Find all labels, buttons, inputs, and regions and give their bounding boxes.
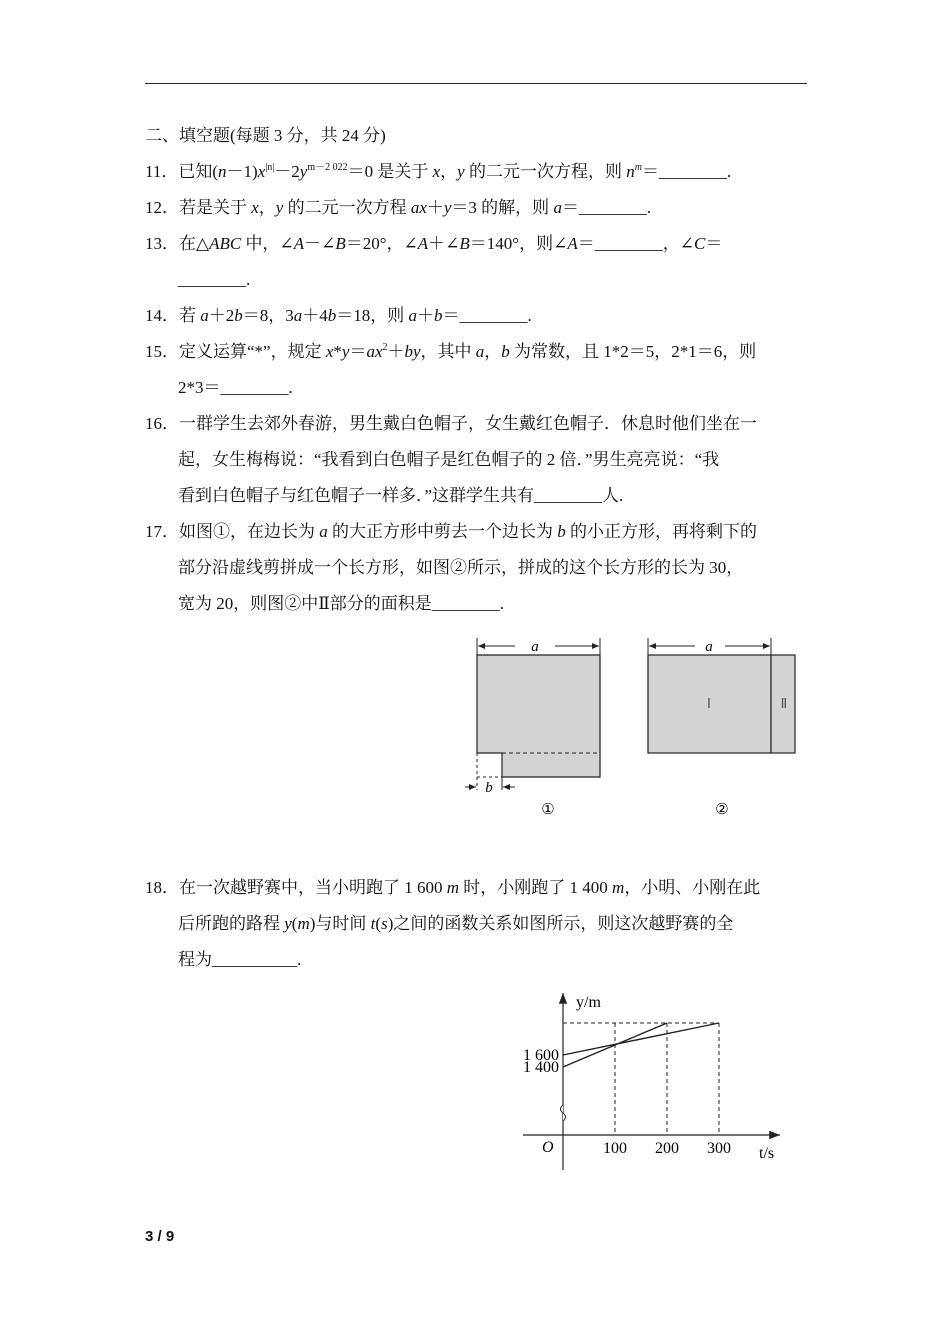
question-13-line2: ________. <box>178 270 251 289</box>
figure-2 <box>648 638 795 818</box>
question-16-line2: 起，女生梅梅说：“我看到白色帽子是红色帽子的 2 倍．”男生亮亮说：“我 <box>178 450 720 469</box>
y-tick-label-1600: 1 600 <box>523 1047 559 1064</box>
question-17: 17．如图①，在边长为 a 的大正方形中剪去一个边长为 b 的小正方形，再将剩下的 <box>145 522 757 541</box>
x-tick-label-200: 200 <box>655 1140 679 1157</box>
figure-1 <box>465 638 600 818</box>
large-square-remaining <box>477 655 600 777</box>
x-tick-label-100: 100 <box>603 1140 627 1157</box>
y-axis-label: y/m <box>576 994 601 1011</box>
question-12: 12．若是关于 x，y 的二元一次方程 ax＋y＝3 的解，则 a＝________. <box>145 198 652 217</box>
x-axis-label: t/s <box>759 1145 775 1162</box>
question-14: 14．若 a＋2b＝8，3a＋4b＝18，则 a＋b＝________. <box>145 306 532 325</box>
series-line-xiaoming <box>563 1023 719 1055</box>
header-rule <box>145 83 807 84</box>
part-II-label: Ⅱ <box>780 697 788 712</box>
distance-time-chart <box>505 985 805 1185</box>
question-16: 16．一群学生去郊外春游，男生戴白色帽子，女生戴红色帽子．休息时他们坐在一 <box>145 414 757 433</box>
question-11: 11．已知$(n-1)x^{|n|}-2y^{m-2 022}=0$ 是关于 x，y 的二元一次方程，则 $n^m=\_\_\_\_\_\_\_\_$. <box>145 162 732 181</box>
fig1-side-b-label: b <box>485 780 493 796</box>
fig1-caption: ① <box>541 802 555 818</box>
question-15-line2: 2*3＝________. <box>178 378 293 397</box>
fig2-caption: ② <box>715 802 729 818</box>
fig2-side-a-label: a <box>705 639 713 655</box>
x-tick-label-300: 300 <box>707 1140 731 1157</box>
axis-break <box>561 1105 566 1121</box>
section-title: 二、填空题(每题 3 分，共 24 分) <box>145 126 386 145</box>
figure-17 <box>455 630 815 830</box>
question-17-line3: 宽为 20，则图②中Ⅱ部分的面积是________. <box>178 594 505 613</box>
question-17-line2: 部分沿虚线剪拼成一个长方形，如图②所示，拼成的这个长方形的长为 30， <box>178 558 744 577</box>
question-18-line2: 后所跑的路程 y(m)与时间 t(s)之间的函数关系如图所示，则这次越野赛的全 <box>178 914 734 933</box>
fig1-side-a-label: a <box>531 639 539 655</box>
origin-label: O <box>542 1139 554 1156</box>
question-18-line3: 程为__________. <box>178 950 302 969</box>
question-15: 15．定义运算“*”，规定 $x*y=ax^2+by$，其中 a，b 为常数，且 1*2＝5，2*1＝6，则 <box>145 342 757 361</box>
y-tick-label-1400: 1 400 <box>523 1059 559 1076</box>
page-number: 3 / 9 <box>145 1228 175 1245</box>
question-18: 18．在一次越野赛中，当小明跑了 1 600 m 时，小刚跑了 1 400 m，小明、小刚在此 <box>145 878 761 897</box>
question-16-line3: 看到白色帽子与红色帽子一样多．”这群学生共有________人. <box>178 486 624 505</box>
question-13: 13．在△ABC 中，∠A－∠B＝20°，∠A＋∠B＝140°，则∠A＝________，∠C＝ <box>145 234 723 253</box>
part-I-label: Ⅰ <box>706 697 712 712</box>
